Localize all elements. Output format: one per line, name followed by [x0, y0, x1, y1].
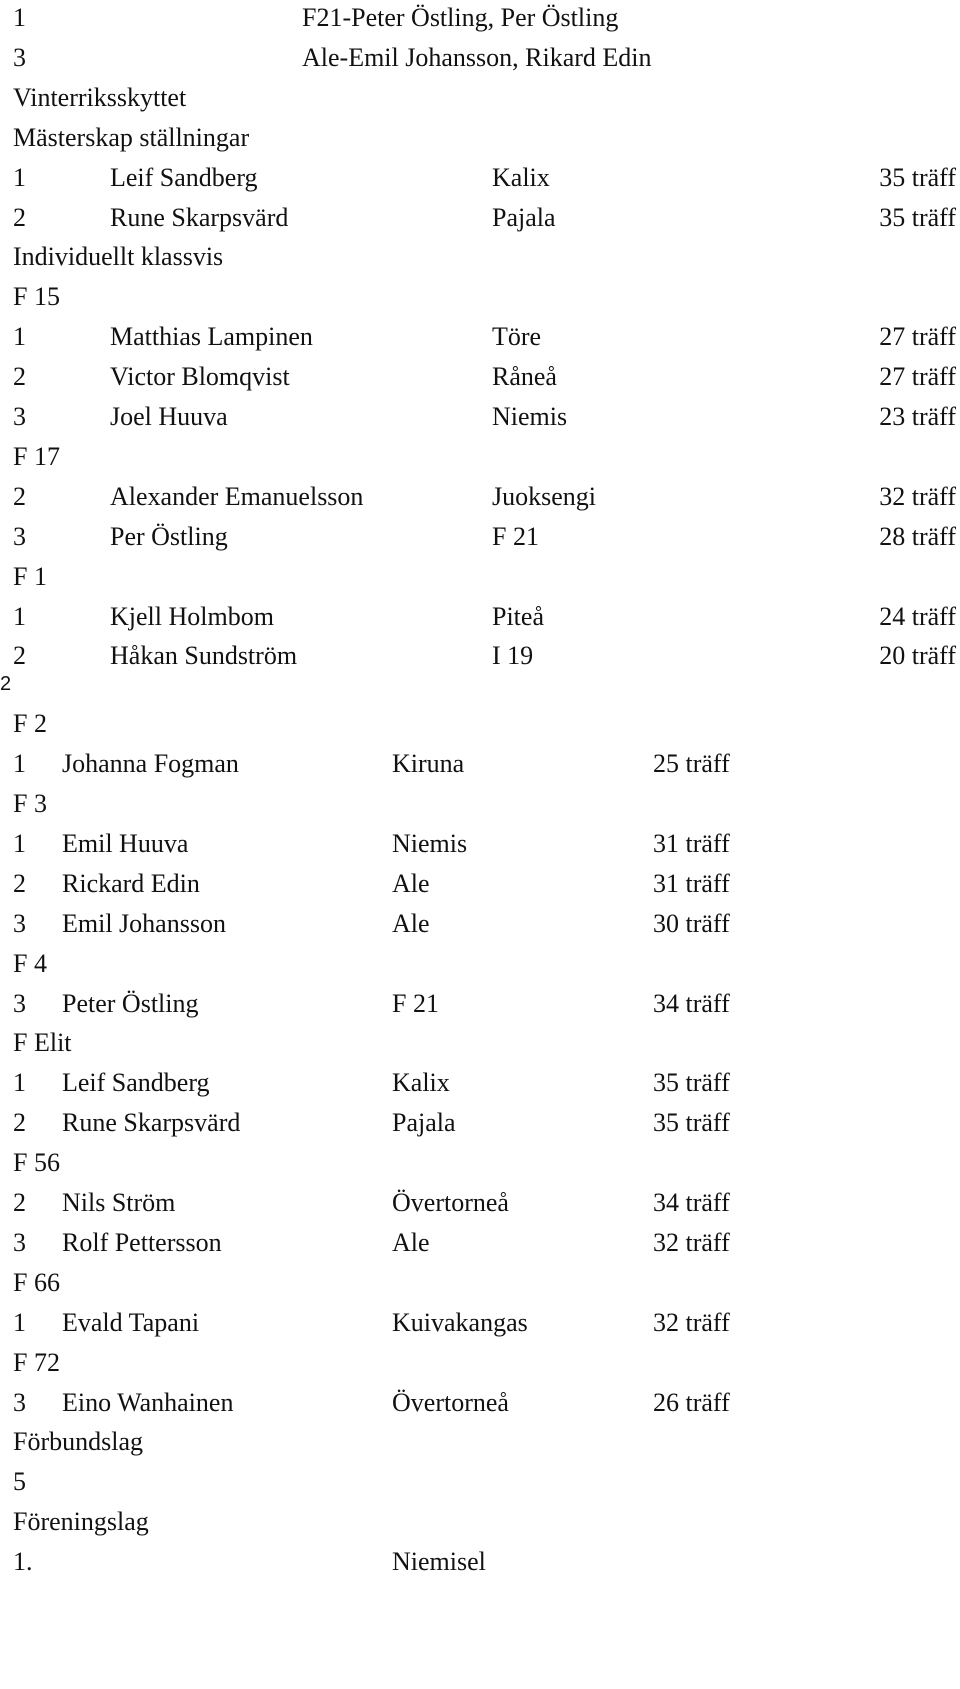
place-number: 3 — [13, 521, 26, 551]
place-number: 3 — [13, 1387, 26, 1417]
club-name: Övertorneå — [392, 1188, 509, 1217]
section-heading — [0, 1023, 960, 1063]
score-value: 25 träff — [653, 749, 730, 779]
place-number: 3 — [13, 988, 26, 1018]
heading-text: F 56 — [13, 1148, 60, 1178]
score-value: 30 träff — [653, 908, 730, 938]
place-number: 1 — [13, 1068, 26, 1098]
place-number: 1 — [13, 749, 26, 779]
section-heading — [0, 78, 960, 118]
heading-text: F 1 — [13, 561, 47, 591]
result-row — [0, 158, 960, 198]
place-number: 2 — [13, 362, 26, 392]
place-number: 2 — [13, 1188, 26, 1217]
score-value: 24 träff — [879, 601, 956, 631]
result-row — [0, 824, 960, 864]
score-value: 26 träff — [653, 1387, 730, 1417]
place-number: 2 — [13, 1108, 26, 1138]
section-heading — [0, 784, 960, 824]
heading-text: Individuellt klassvis — [13, 242, 224, 272]
result-row — [0, 597, 960, 637]
heading-text: 5 — [13, 1467, 26, 1497]
place-number: 2 — [13, 868, 26, 898]
score-value: 28 träff — [879, 521, 956, 551]
section-heading — [0, 277, 960, 317]
shooter-name: Peter Östling — [62, 988, 199, 1018]
club-name: Töre — [492, 322, 542, 352]
score-value: 34 träff — [653, 1188, 730, 1217]
heading-text: F 15 — [13, 282, 60, 312]
score-value: 32 träff — [879, 481, 956, 511]
shooter-name: Rune Skarpsvärd — [110, 202, 289, 232]
score-value: 20 träff — [879, 641, 956, 671]
heading-text: F Elit — [13, 1028, 72, 1058]
score-value: 35 träff — [879, 162, 956, 192]
club-name: Kiruna — [392, 749, 465, 779]
club-name: F 21 — [392, 988, 439, 1018]
result-row — [0, 317, 960, 357]
shooter-name: Johanna Fogman — [62, 749, 239, 779]
result-row — [0, 1542, 960, 1582]
score-value: 27 träff — [879, 322, 956, 352]
result-row — [0, 517, 960, 557]
club-name: Råneå — [492, 362, 557, 392]
club-name: Ale — [392, 1227, 430, 1257]
result-row — [0, 1103, 960, 1143]
shooter-name: Emil Johansson — [62, 908, 226, 938]
score-value: 27 träff — [879, 362, 956, 392]
section-heading — [0, 237, 960, 277]
heading-text: Vinterriksskyttet — [13, 82, 187, 112]
result-row — [0, 1223, 960, 1263]
result-row — [0, 477, 960, 517]
place-number: 1. — [13, 1547, 33, 1577]
result-row — [0, 864, 960, 904]
section-heading — [0, 437, 960, 477]
score-value: 35 träff — [653, 1108, 730, 1138]
place-number: 2 — [13, 202, 26, 232]
result-row — [0, 1183, 960, 1223]
score-value: 31 träff — [653, 868, 730, 898]
place-number: 1 — [13, 162, 26, 192]
club-name: Ale — [392, 908, 430, 938]
score-value: 35 träff — [653, 1068, 730, 1098]
heading-text: F 17 — [13, 441, 60, 471]
heading-text: Förbundslag — [13, 1427, 143, 1457]
shooter-name: Evald Tapani — [62, 1307, 200, 1337]
result-row — [0, 1303, 960, 1343]
heading-text: Mästerskap ställningar — [13, 122, 250, 152]
heading-text: F 66 — [13, 1267, 60, 1297]
place-number: 3 — [13, 1227, 26, 1257]
shooter-name: Victor Blomqvist — [110, 362, 290, 392]
section-heading — [0, 704, 960, 744]
section-heading — [0, 1263, 960, 1303]
place-number: 2 — [13, 481, 26, 511]
club-name: I 19 — [492, 641, 534, 671]
shooter-name: Joel Huuva — [110, 402, 228, 431]
page-number-line — [0, 664, 960, 704]
place-number: 2 — [13, 641, 26, 671]
shooter-name: Rickard Edin — [62, 868, 200, 898]
result-row — [0, 198, 960, 238]
team-members: F21-Peter Östling, Per Östling — [302, 3, 619, 32]
place-number: 1 — [13, 1307, 26, 1337]
place-number: 3 — [13, 402, 26, 431]
club-name: Övertorneå — [392, 1387, 509, 1417]
result-row — [0, 1063, 960, 1103]
heading-text: Föreningslag — [13, 1507, 149, 1537]
place-number: 3 — [13, 42, 26, 72]
section-heading — [0, 1502, 960, 1542]
page-number: 2 — [0, 673, 12, 696]
club-name: Ale — [392, 868, 430, 898]
section-heading — [0, 118, 960, 158]
heading-text: F 3 — [13, 789, 47, 818]
score-value: 32 träff — [653, 1227, 730, 1257]
result-row — [0, 984, 960, 1024]
section-heading — [0, 557, 960, 597]
club-name: Pajala — [492, 202, 556, 232]
shooter-name: Håkan Sundström — [110, 641, 298, 671]
score-value: 23 träff — [879, 402, 956, 431]
section-heading — [0, 944, 960, 984]
shooter-name: Leif Sandberg — [62, 1068, 210, 1098]
shooter-name: Eino Wanhainen — [62, 1387, 234, 1417]
club-name: F 21 — [492, 521, 539, 551]
score-value: 35 träff — [879, 202, 956, 232]
place-number: 1 — [13, 3, 26, 32]
result-row — [0, 397, 960, 437]
result-row — [0, 357, 960, 397]
score-value: 31 träff — [653, 828, 730, 858]
place-number: 1 — [13, 828, 26, 858]
club-name: Kalix — [492, 162, 550, 192]
club-name: Kalix — [392, 1068, 450, 1098]
place-number: 1 — [13, 322, 26, 352]
shooter-name: Kjell Holmbom — [110, 601, 274, 631]
section-heading — [0, 1462, 960, 1502]
score-value: 32 träff — [653, 1307, 730, 1337]
place-number: 1 — [13, 601, 26, 631]
shooter-name: Emil Huuva — [62, 828, 189, 858]
section-heading — [0, 1422, 960, 1462]
place-number: 3 — [13, 908, 26, 938]
shooter-name: Alexander Emanuelsson — [110, 481, 364, 511]
result-row — [0, 904, 960, 944]
section-heading — [0, 1343, 960, 1383]
section-heading — [0, 1143, 960, 1183]
shooter-name: Matthias Lampinen — [110, 322, 313, 352]
team-result-row — [0, 38, 960, 78]
heading-text: F 4 — [13, 948, 47, 978]
club-name: Niemis — [492, 402, 568, 431]
result-row — [0, 744, 960, 784]
shooter-name: Rolf Pettersson — [62, 1227, 222, 1257]
team-result-row — [0, 0, 960, 38]
club-name: Niemis — [392, 828, 468, 858]
score-value: 34 träff — [653, 988, 730, 1018]
shooter-name: Nils Ström — [62, 1188, 176, 1217]
club-name: Niemisel — [392, 1547, 486, 1577]
club-name: Kuivakangas — [392, 1307, 528, 1337]
heading-text: F 72 — [13, 1347, 60, 1377]
club-name: Pajala — [392, 1108, 456, 1138]
heading-text: F 2 — [13, 709, 47, 739]
team-members: Ale-Emil Johansson, Rikard Edin — [302, 42, 652, 72]
shooter-name: Per Östling — [110, 521, 228, 551]
club-name: Juoksengi — [492, 481, 596, 511]
shooter-name: Leif Sandberg — [110, 162, 258, 192]
result-row — [0, 1383, 960, 1423]
shooter-name: Rune Skarpsvärd — [62, 1108, 241, 1138]
club-name: Piteå — [492, 601, 544, 631]
